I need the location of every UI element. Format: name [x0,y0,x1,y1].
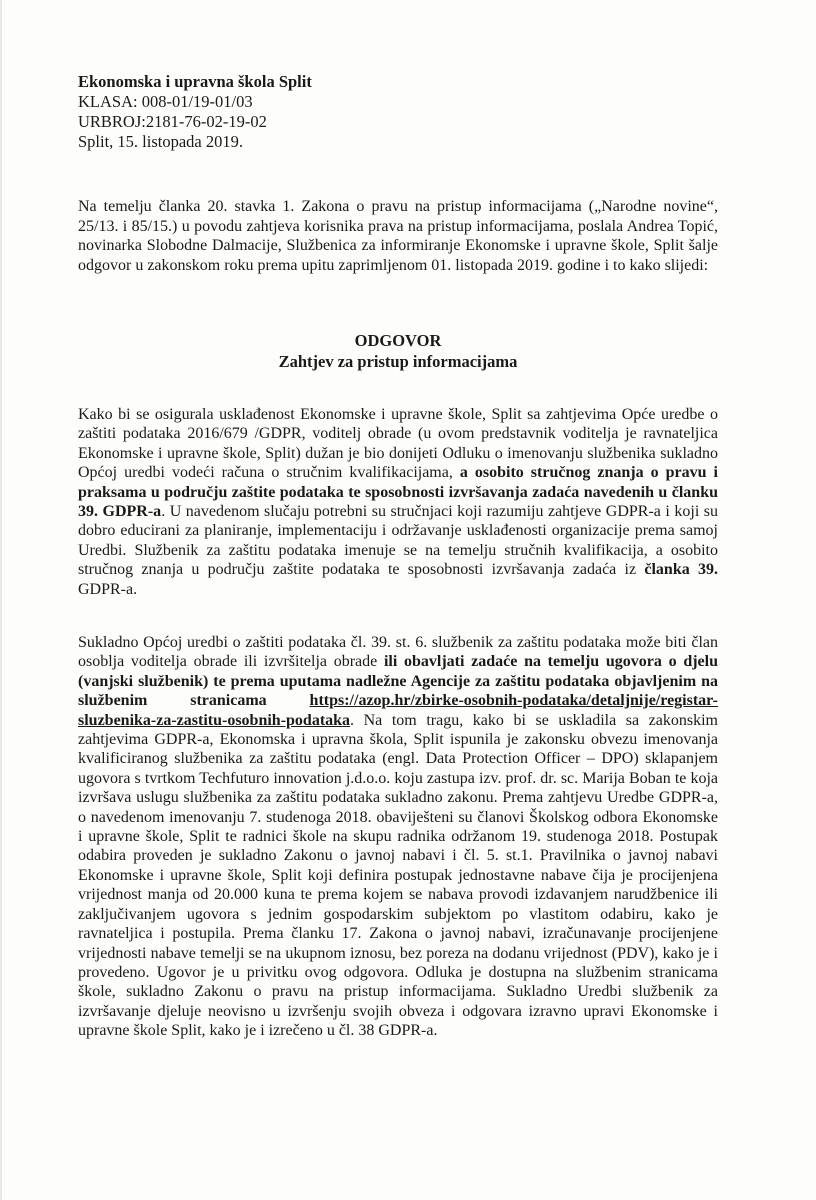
text-run: . Na tom tragu, kako bi se uskladila sa zakonskim zahtjevima GDPR-a, Ekonomska i upravna škola, Split ispunila je zakonsku obvezu imenovanja kvalificiranog službenika za zaštitu podataka (engl. Data Protection Officer – DPO) sklapanjem ugovora s tvrtkom Techfuturo innovation j.d.o.o. koju zastupa izv. prof. dr. sc. Marija Boban te koja izvršava uslugu službenika za zaštitu podataka sukladno zakonu. Prema zahtjevu Uredbe GDPR-a, o navedenom imenovanju 7. studenoga 2018. obaviješteni su članovi Školskog odbora Ekonomske i upravne škole, Split te radnici škole na skupu radnika održanom 19. studenoga 2018. Postupak odabira proveden je sukladno Zakonu o javnoj nabavi i čl. 5. st.1. Pravilnika o javnoj nabavi Ekonomske i upravne škole, Split koji definira postupak jednostavne nabave čija je procijenjena vrijednost manja od 20.000 kuna te prema kojem se nabava provodi izdavanjem narudžbenice ili zaključivanjem ugovora s jednim gospodarskim subjektom po vlastitom odabiru, kako je ravnateljica i postupila. Prema članku 17. Zakona o javnoj nabavi, izračunavanje procijenjene vrijednosti nabave temelji se na ukupnom iznosu, bez poreza na dodanu vrijednost (PDV), kako je i provedeno. Ugovor je u privitku ovog odgovora. Odluka je dostupna na službenim stranicama škole, sukladno Zakonu o pravu na pristup informacijama. Sukladno Uredbi službenik za izvršavanje djeluje neovisno u izvršenju svojih obveza i odgovara izravno upravi Ekonomske i upravne škole Split, kako je i izrečeno u čl. 38 GDPR-a. [78,711,718,1040]
body-paragraph-2 [78,633,718,1041]
urbroj-line: URBROJ:2181-76-02-19-02 [78,112,267,131]
bold-text-run: ili obavljati zadaće na temelju ugovora o djelu (vanjski službenik) te prema uputama nadležne Agencije za zaštitu podataka objavljenim na službenim stranicama [78,653,719,710]
body-paragraph-1 [78,405,718,599]
azop-link[interactable]: https://azop.hr/zbirke-osobnih-podataka/detaljnije/registar-sluzbenika-za-zastitu-osobnih-podataka [78,692,718,729]
school-name: Ekonomska i upravna škola Split [78,72,312,91]
document-title [78,330,718,372]
klasa-line: KLASA: 008-01/19-01/03 [78,92,253,111]
letter-header [78,72,312,152]
text-run: GDPR-a. [78,580,138,598]
text-run: Kako bi se osigurala usklađenost Ekonomske i upravne škole, Split sa zahtjevima Opće uredbe o zaštiti podataka 2016/679 /GDPR, voditelj obrade (u ovom predstavnik voditelja je ravnateljica Ekonomske i upravne škole, Split) dužan je bio donijeti Odluku o imenovanju službenika sukladno Općoj uredbi vodeći računa o stručnim kvalifikacijama, [78,406,718,482]
subtitle-line: Zahtjev za pristup informacijama [278,352,518,371]
title-line: ODGOVOR [354,331,442,350]
text-run: . U navedenom slučaju potrebni su stručnjaci koji razumiju zahtjeve GDPR-a i koji su dobro educirani za planiranje, implementaciju i održavanje usklađenosti organizacije prema samoj Uredbi. Službenik za zaštitu podataka imenuje se na temelju stručnih kvalifikacija, a osobito stručnog znanja u području zaštite podataka te sposobnosti izvršavanja zadaća iz [78,503,719,579]
intro-paragraph: Na temelju članka 20. stavka 1. Zakona o pravu na pristup informacijama („Narodne novine“, 25/13. i 85/15.) u povodu zahtjeva korisnika prava na pristup informacijama, poslala Andrea Topić, novinarka Slobodne Dalmacije, Službenica za informiranje Ekonomske i upravne škole, Split šalje odgovor u zakonskom roku prema upitu zaprimljenom 01. listopada 2019. godine i to kako slijedi: [78,198,718,274]
text-run: Sukladno Općoj uredbi o zaštiti podataka čl. 39. st. 6. službenik za zaštitu podataka može biti član osoblja voditelja obrade ili izvršitelja obrade [78,634,718,671]
date-line: Split, 15. listopada 2019. [78,132,243,151]
bold-text-run: a osobito stručnog znanja o pravu i praksama u području zaštite podataka te sposobnosti izvršavanja zadaća navedenih u članku 39. GDPR-a [78,464,718,521]
bold-text-run: članka 39. [644,561,718,579]
